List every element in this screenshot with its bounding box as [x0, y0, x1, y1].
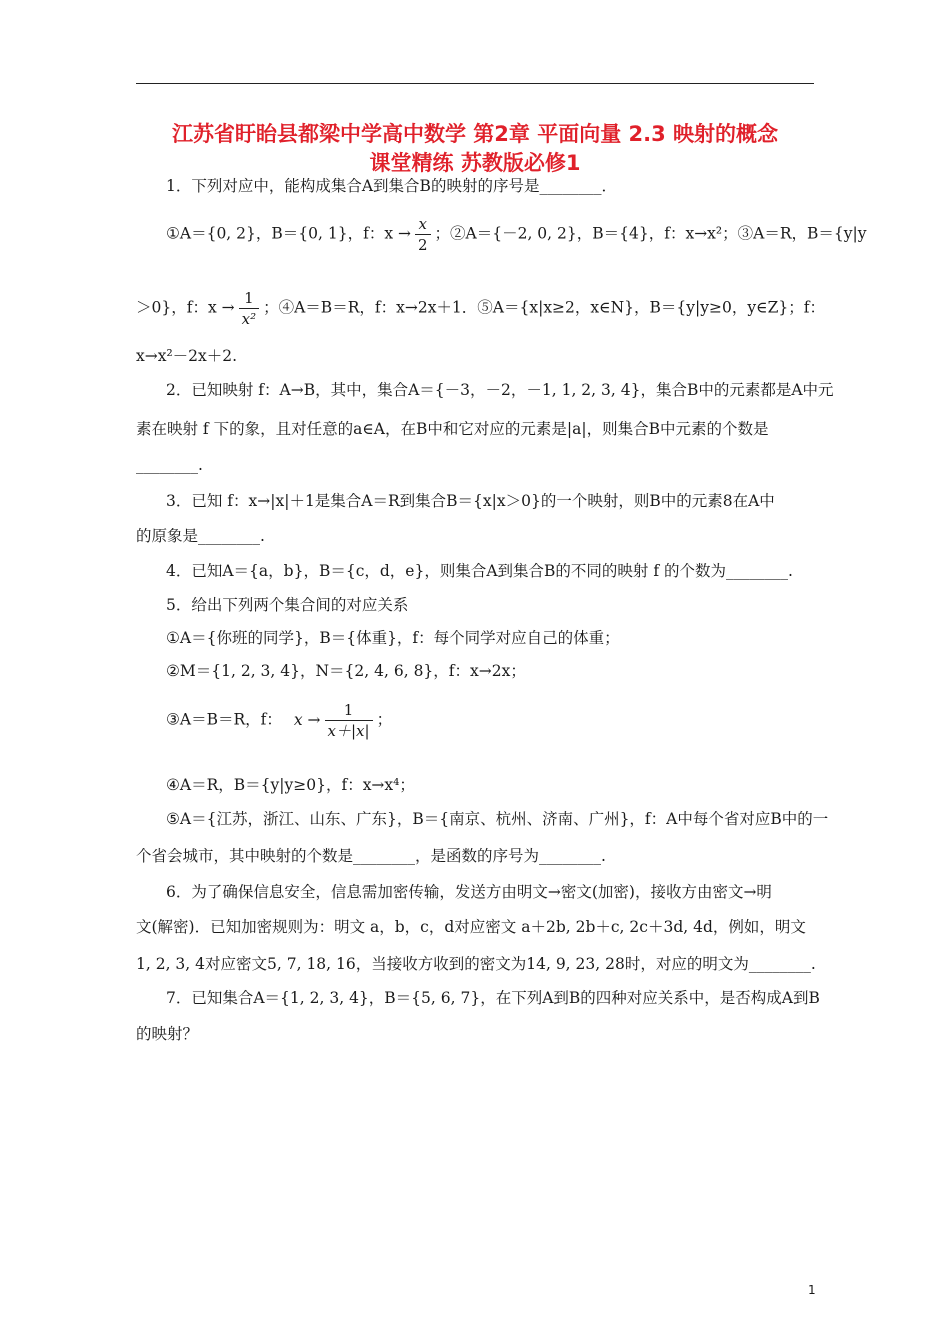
q5-option-4: ④A＝R，B＝{y|y≥0}，f：x→x⁴； [166, 776, 415, 794]
page-number: 1 [808, 1283, 816, 1297]
fraction-1-over-x-plus-abs-x [325, 700, 373, 741]
q5-option-2: ②M＝{1, 2, 3, 4}，N＝{2, 4, 6, 8}，f：x→2x； [166, 662, 526, 680]
fraction-1-over-x2 [239, 288, 259, 329]
q5-option-3-a: ③A＝B＝R，f： [166, 710, 282, 729]
q5-stem: 5．给出下列两个集合间的对应关系 [166, 596, 409, 614]
q7-line-2: 的映射？ [136, 1025, 199, 1043]
q2-line-3: ________. [136, 456, 203, 474]
q5-option-3-x: x → [293, 710, 321, 729]
q6-line-3: 1, 2, 3, 4对应密文5, 7, 18, 16，当接收方收到的密文为14, 9, 23, 28时，对应的明文为________. [136, 955, 816, 973]
q1-line-2 [136, 288, 825, 329]
q7-line-1: 7．已知集合A＝{1, 2, 3, 4}，B＝{5, 6, 7}，在下列A到B的四种对应关系中，是否构成A到B [166, 989, 820, 1007]
q5-option-5: ⑤A＝{江苏，浙江、山东、广东}，B＝{南京、杭州、济南、广州}，f：A中每个省对应B中的一 [166, 810, 829, 828]
frac-numerator: 1 [244, 289, 254, 307]
q1-line-1-b: ；②A＝{－2, 0, 2}，B＝{4}，f：x→x²；③A＝R，B＝{y|y [434, 224, 867, 243]
title-line-1: 江苏省盱眙县都梁中学高中数学 第2章 平面向量 2.3 映射的概念 [171, 122, 779, 146]
q2-line-2: 素在映射 f 下的象，且对任意的a∈A，在B中和它对应的元素是|a|，则集合B中元素的个数是 [136, 420, 769, 438]
q5-option-1: ①A＝{你班的同学}，B＝{体重}，f：每个同学对应自己的体重； [166, 629, 620, 647]
frac-numerator: 1 [343, 701, 354, 719]
fraction-x-over-2 [415, 214, 431, 255]
title-line-2: 课堂精练 苏教版必修1 [369, 151, 581, 175]
q1-line-1 [166, 214, 867, 255]
header-rule [136, 83, 814, 84]
q1-line-1-a: ①A＝{0, 2}，B＝{0, 1}，f：x → [166, 224, 411, 243]
q3-line-2: 的原象是________. [136, 527, 265, 545]
q4-line-1: 4．已知A＝{a，b}，B＝{c，d，e}，则集合A到集合B的不同的映射 f 的个数为________. [166, 562, 793, 580]
frac-denominator: x＋|x| [325, 720, 373, 741]
q5-line-6: 个省会城市，其中映射的个数是________，是函数的序号为________. [136, 847, 606, 865]
q5-option-3 [166, 700, 392, 741]
q3-line-1: 3．已知 f：x→|x|＋1是集合A＝R到集合B＝{x|x＞0}的一个映射，则B中的元素8在A中 [166, 492, 775, 510]
q1-stem: 1．下列对应中，能构成集合A到集合B的映射的序号是________． [166, 177, 617, 195]
q5-option-3-b: ； [376, 710, 393, 729]
q1-line-2-b: ；④A＝B＝R，f：x→2x＋1．⑤A＝{x|x≥2，x∈N}，B＝{y|y≥0，y∈Z}；f： [263, 298, 825, 317]
frac-numerator: x [418, 215, 427, 233]
frac-denominator: 2 [415, 234, 431, 255]
q1-line-3: x→x²－2x＋2. [136, 347, 238, 365]
q1-line-2-a: ＞0}，f：x → [136, 298, 235, 317]
q6-line-1: 6．为了确保信息安全，信息需加密传输，发送方由明文→密文(加密)，接收方由密文→明 [166, 883, 772, 901]
q6-line-2: 文(解密)．已知加密规则为：明文 a，b，c，d对应密文 a＋2b, 2b＋c, 2c＋3d, 4d，例如，明文 [136, 918, 806, 936]
q2-line-1: 2．已知映射 f：A→B，其中，集合A＝{－3，－2，－1, 1, 2, 3, 4}，集合B中的元素都是A中元 [166, 381, 834, 399]
frac-denominator: x² [239, 308, 259, 329]
